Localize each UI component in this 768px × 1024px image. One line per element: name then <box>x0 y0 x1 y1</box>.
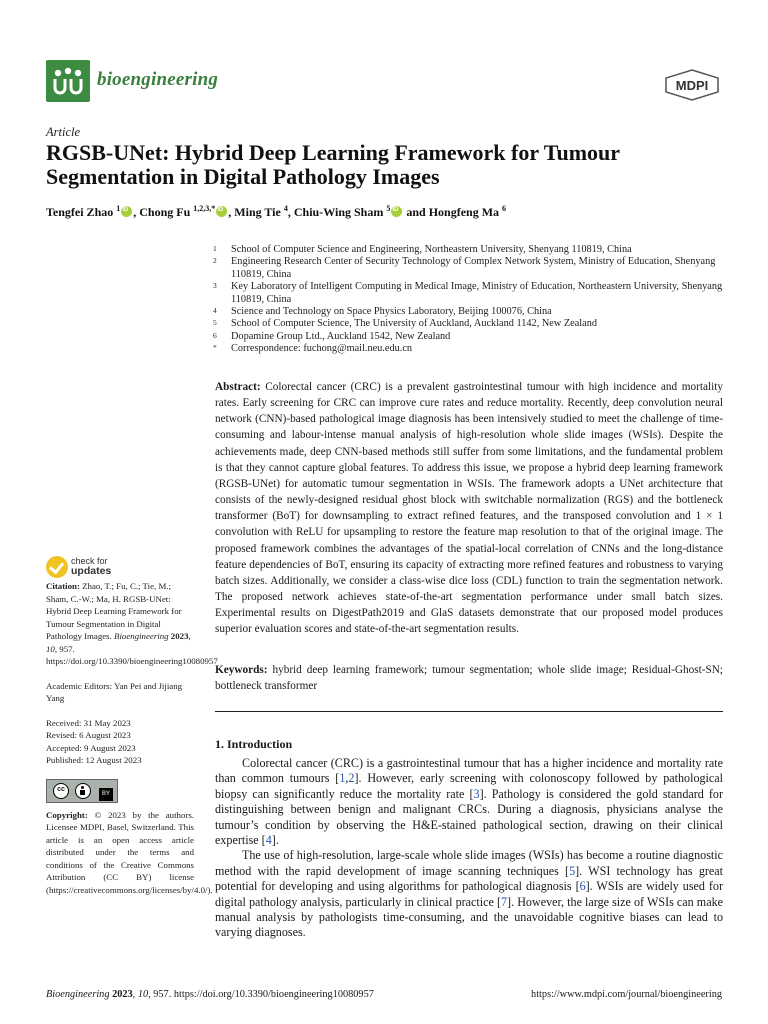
article-title: RGSB-UNet: Hybrid Deep Learning Framework for Tumour Segmentation in Digital Pathology Images <box>46 140 620 189</box>
check-updates-line2: updates <box>71 565 112 577</box>
author-affiliation-sup: 5 <box>386 204 391 213</box>
date-item: Accepted: 9 August 2023 <box>46 742 136 753</box>
affiliations <box>210 244 730 356</box>
check-icon <box>46 556 68 578</box>
citation-volume: 10 <box>46 643 55 654</box>
sidebar <box>46 580 218 896</box>
affiliation-number: 3 <box>213 281 217 291</box>
affiliation-number: * <box>213 343 217 353</box>
author-affiliation-sup: 4 <box>283 204 288 213</box>
reference-link[interactable]: 1 <box>339 771 346 786</box>
citation-doi[interactable]: , 957. https://doi.org/10.3390/bioengineering10080957 <box>46 643 218 666</box>
copyright-text: © 2023 by the authors. Licensee MDPI, Basel, Switzerland. This article is an open access article distributed under the terms and conditions of the Creative Commons Attribution (CC BY) license (https://creativecommons.org/licenses/by/4.0/). <box>46 809 213 895</box>
author-separator: and <box>403 205 429 219</box>
affiliation-text: School of Computer Science, The University of Auckland, Auckland 1142, New Zealand <box>231 318 598 330</box>
copyright-label: Copyright: <box>46 809 88 820</box>
author-name: Hongfeng Ma <box>428 205 503 219</box>
affiliation-number: 1 <box>213 244 217 253</box>
orcid-icon[interactable] <box>391 206 402 217</box>
affiliation-text: Dopamine Group Ltd., Auckland 1542, New Zealand <box>231 330 451 342</box>
orcid-icon[interactable] <box>121 206 132 217</box>
affiliation-number: 4 <box>213 306 217 316</box>
article-type: Article <box>46 125 81 139</box>
citation-text: Zhao, T.; Fu, C.; Tie, M.; Sham, C.-W.; Ma, H. RGSB-UNet: Hybrid Deep Learning Framework for Tumour Segmentation in Digital Pathology Images. <box>46 581 182 641</box>
cc-by-label: BY <box>99 788 113 801</box>
citation-year: 2023 <box>170 631 189 641</box>
text-run: , <box>345 771 349 786</box>
author-separator: , <box>228 205 235 219</box>
orcid-icon[interactable] <box>216 206 227 217</box>
affiliation-text: Key Laboratory of Intelligent Computing in Medical Image, Ministry of Education, Northeastern University, Shenyang 110819, China <box>231 281 723 305</box>
affiliation-number: 6 <box>213 330 217 340</box>
copyright <box>46 809 213 897</box>
intro-paragraph-2 <box>215 848 723 940</box>
reference-link[interactable]: 5 <box>569 863 576 878</box>
affiliation-item <box>210 256 730 281</box>
author-affiliation-sup: 1 <box>116 204 121 213</box>
abstract-text: Colorectal cancer (CRC) is a prevalent gastrointestinal tumour with high incidence and mortality rates. Early screening for CRC can improve cure rates and reduce mortality. Recently, deep convolution neural network (CNN)-based pathological image diagnosis has been intensively studied to meet the challenge of time-consuming and labour-intense manual analysis of high-resolution whole slide images (WSIs). Despite the achievements made, deep CNN-based methods still suffer from some limitations, and the fundamental problem is that they cannot capture global features. To address this issue, we propose a hybrid deep learning framework (RGSB-UNet) for automatic tumour segmentation in WSIs. The framework adopts a UNet architecture that consists of the newly-designed residual ghost block with switchable normalization (RGS) and the bottleneck transformer (BoT) for downsampling to extract refined features, and the transposed convolution and 1 × 1 convolution with ReLU for upsampling to restore the feature map resolution to that of the original image. The proposed framework combines the advantages of the spatial-local correlation of CNNs and the long-distance feature dependencies of BoT, ensuring its capacity of extracting more refined features and robustness to varying batch sizes. Additionally, we consider a class-wise dice loss (CDL) function to train the segmentation network. The proposed network achieves state-of-the-art segmentation performance under small batch sizes. Experimental results on DigestPath2019 and GlaS datasets demonstrate that our proposed model produces superior evaluation scores and state-of-the-art segmentation results. <box>215 381 724 636</box>
date-item: Revised: 6 August 2023 <box>46 730 131 740</box>
author-separator: , <box>133 205 140 219</box>
author-list <box>46 204 736 220</box>
affiliation-text: Science and Technology on Space Physics Laboratory, Beijing 100076, China <box>231 306 552 318</box>
text-run: ]. However, the large size of WSIs can make manual analysis by pathologists time-consuming, and the unavoidable cognitive biases can lead to varying diagnoses. <box>215 894 723 940</box>
person-icon <box>75 783 91 799</box>
text-run: ]. <box>271 833 279 848</box>
text-run: ]. WSIs are widely used for digital pathology analysis, particularly in clinical practice [ <box>215 879 724 909</box>
author-affiliation-sup: 1,2,3,* <box>193 204 216 213</box>
affiliation-number: 5 <box>213 318 217 328</box>
citation-journal: Bioengineering <box>114 631 169 641</box>
citation-label: Citation: <box>46 581 80 591</box>
intro-heading: 1. Introduction <box>215 737 293 751</box>
author-name: Chiu-Wing Sham <box>293 205 387 219</box>
date-item: Published: 12 August 2023 <box>46 755 142 765</box>
keywords-text: hybrid deep learning framework; tumour segmentation; whole slide image; Residual-Ghost-SN; bottleneck transformer <box>215 664 724 693</box>
text-run: The use of high-resolution, large-scale whole slide images (WSIs) has become a routine diagnostic method with the rapid development of image scanning techniques [ <box>215 848 723 878</box>
keywords <box>215 662 723 694</box>
affiliation-item <box>210 331 730 343</box>
cc-by-license-badge[interactable] <box>46 779 118 803</box>
journal-name: bioengineering <box>97 69 219 90</box>
footer-year: 2023 <box>112 989 133 1000</box>
affiliation-text: Correspondence: fuchong@mail.neu.edu.cn <box>231 343 413 355</box>
check-for-updates-button[interactable] <box>46 556 126 580</box>
text-run: ]. However, early screening with colonoscopy followed by pathological biopsy can significantly reduce the mortality rate [ <box>215 771 723 801</box>
section-divider <box>215 711 723 712</box>
abstract <box>215 379 723 638</box>
affiliation-text: Engineering Research Center of Security Technology of Complex Network System, Ministry of Education, Shenyang 110819, China <box>231 256 716 280</box>
affiliation-item <box>210 343 730 355</box>
footer-journal: Bioengineering <box>46 989 110 1000</box>
citation: Citation: Zhao, T.; Fu, C.; Tie, M.; Sham, C.-W.; Ma, H. RGSB-UNet: Hybrid Deep Learning Framework for Tumour Segmentation in Digital Pathology Images. Bioengineering 2023, 10, 957. https://doi.org/10.3390/bioengineering10080957 <box>46 581 218 666</box>
affiliation-item <box>210 281 730 306</box>
text-run: ]. Pathology is considered the gold standard for distinguishing between benign and malignant CRCs. During a diagnosis, physicians analyse the tumour’s condition by observing the H&E-stained pathological section, drawing on their clinical expertise [ <box>215 786 723 848</box>
text-run: ]. WSI technology has great potential for developing and using algorithms for pathological diagnosis [ <box>215 863 723 894</box>
reference-link[interactable]: 3 <box>473 786 480 801</box>
publisher-name: MDPI <box>675 78 709 93</box>
affiliation-number: 2 <box>213 256 217 266</box>
author-affiliation-sup: 6 <box>502 204 507 213</box>
check-updates-line1: check for <box>71 556 108 566</box>
reference-link[interactable]: 2 <box>348 771 355 786</box>
footer-doi-link[interactable]: , 957. https://doi.org/10.3390/bioengineering10080957 <box>148 989 374 1000</box>
affiliation-item <box>210 244 730 256</box>
reference-link[interactable]: 4 <box>265 833 272 848</box>
cc-icon: cc <box>53 783 69 799</box>
affiliation-item <box>210 306 730 318</box>
journal-logo-icon <box>46 60 90 102</box>
academic-editors: Academic Editors: Yan Pei and Jijiang Yang <box>46 680 183 703</box>
reference-link[interactable]: 6 <box>579 879 586 894</box>
abstract-label: Abstract: <box>215 381 261 393</box>
publication-dates <box>46 717 194 767</box>
footer-citation: Bioengineering 2023, 10, 957. https://doi.org/10.3390/bioengineering10080957 <box>46 989 374 1000</box>
intro-body <box>215 756 723 941</box>
date-item: Received: 31 May 2023 <box>46 717 131 728</box>
reference-link[interactable]: 7 <box>501 894 508 909</box>
footer-journal-url[interactable]: https://www.mdpi.com/journal/bioengineering <box>531 989 722 1000</box>
keywords-label: Keywords: <box>215 664 268 676</box>
intro-paragraph-1 <box>215 756 723 848</box>
author-name: Tengfei Zhao <box>46 205 117 219</box>
footer-volume: 10 <box>137 989 149 1000</box>
affiliation-text: School of Computer Science and Engineering, Northeastern University, Shenyang 110819, China <box>231 244 632 255</box>
affiliation-item <box>210 318 730 330</box>
author-name: Chong Fu <box>139 205 194 219</box>
author-name: Ming Tie <box>234 205 284 219</box>
author-separator: , <box>287 205 294 219</box>
publisher-logo <box>663 69 721 101</box>
text-run: Colorectal cancer (CRC) is a gastrointestinal tumour that has a higher incidence and mortality rate than common tumours [ <box>215 756 723 786</box>
